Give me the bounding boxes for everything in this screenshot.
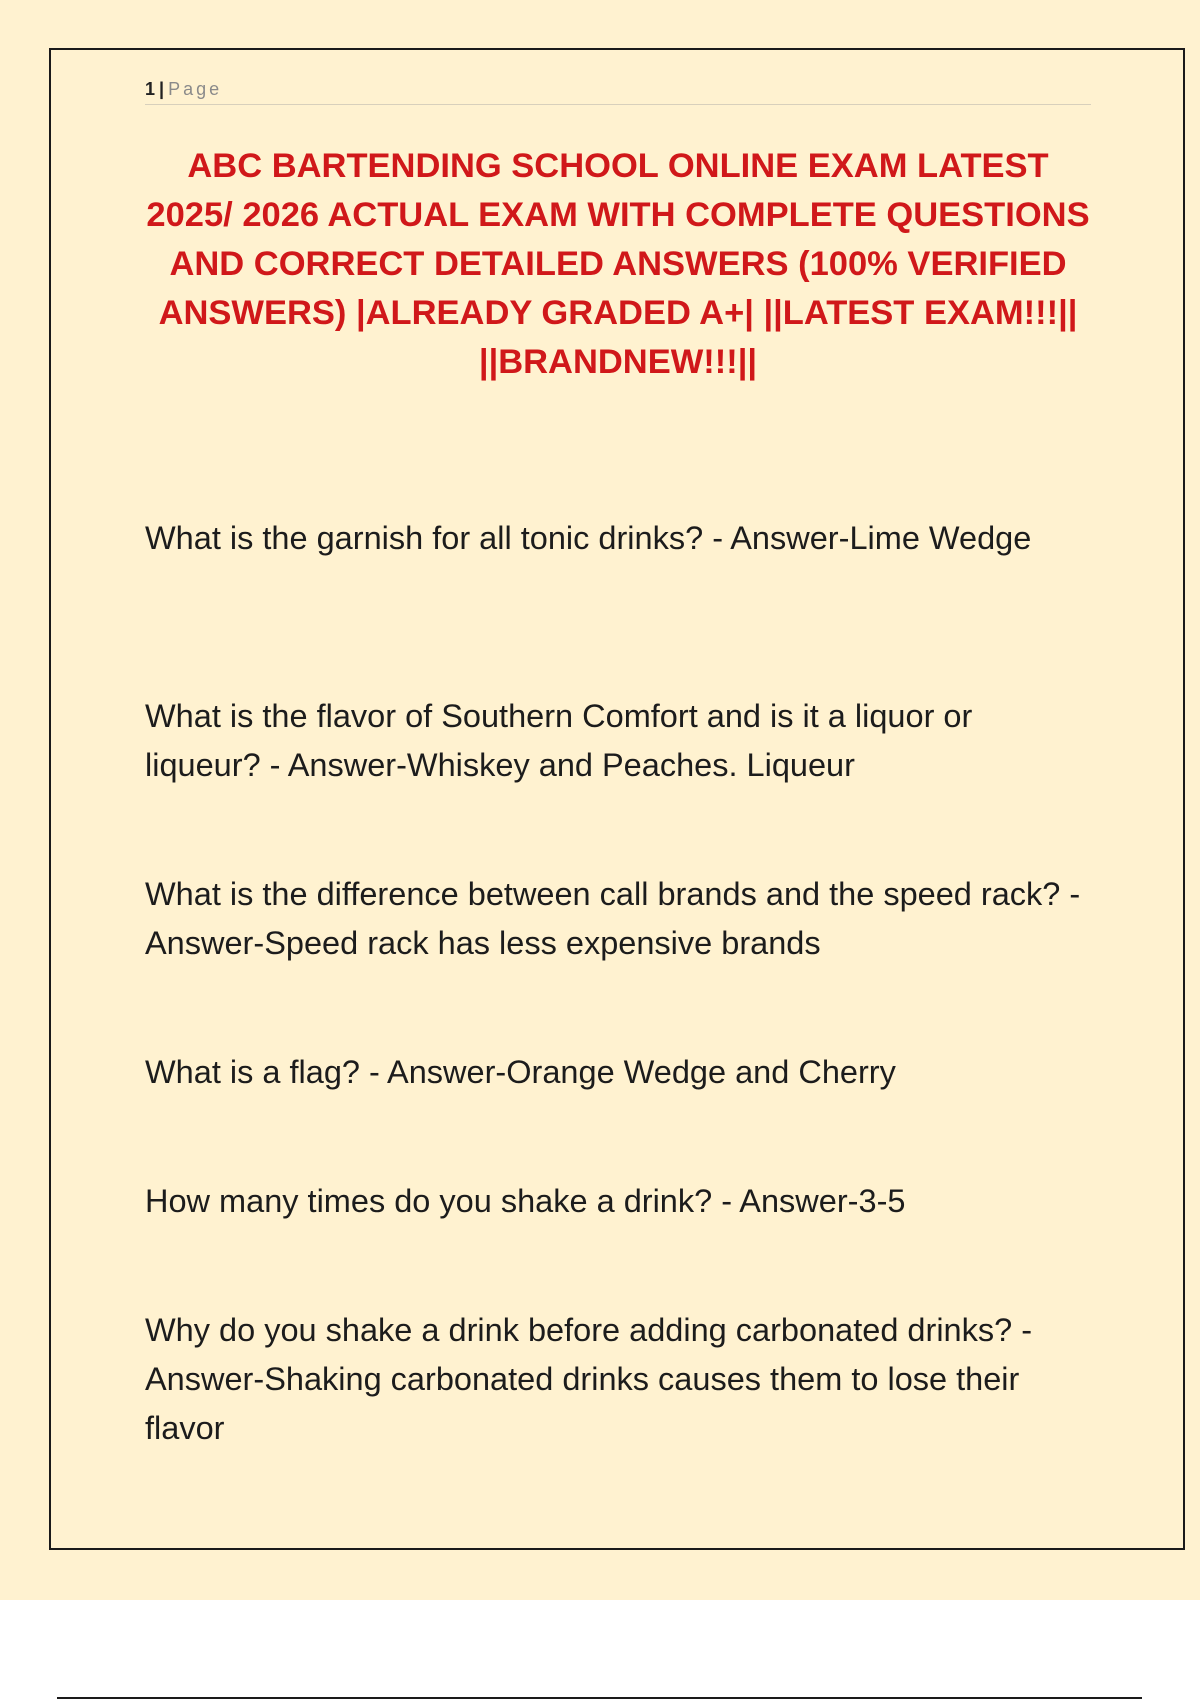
qa-item: How many times do you shake a drink? - Answer-3-5 xyxy=(145,1183,906,1219)
qa-item: What is the garnish for all tonic drinks? - Answer-Lime Wedge xyxy=(145,520,1032,556)
page-header xyxy=(145,74,1091,105)
next-page-divider xyxy=(57,1697,1142,1699)
qa-item: What is the difference between call brands and the speed rack? - Answer-Speed rack has less expensive brands xyxy=(145,876,1081,961)
page-border xyxy=(49,48,1185,1550)
page-header-separator: | xyxy=(159,79,165,99)
qa-item: What is a flag? - Answer-Orange Wedge and Cherry xyxy=(145,1054,896,1090)
document-title: ABC BARTENDING SCHOOL ONLINE EXAM LATEST 2025/ 2026 ACTUAL EXAM WITH COMPLETE QUESTIONS AND CORRECT DETAILED ANSWERS (100% VERIFIED ANSWERS) |ALREADY GRADED A+| ||LATEST EXAM!!!|| ||BRANDNEW!!!|| xyxy=(146,147,1090,381)
qa-item: Why do you shake a drink before adding carbonated drinks? - Answer-Shaking carbonated drinks causes them to lose their flavor xyxy=(145,1312,1033,1446)
page-number: 1 xyxy=(145,79,156,99)
qa-item: What is the flavor of Southern Comfort and is it a liquor or liqueur? - Answer-Whiskey and Peaches. Liqueur xyxy=(145,698,973,783)
page-label: Page xyxy=(168,79,223,99)
